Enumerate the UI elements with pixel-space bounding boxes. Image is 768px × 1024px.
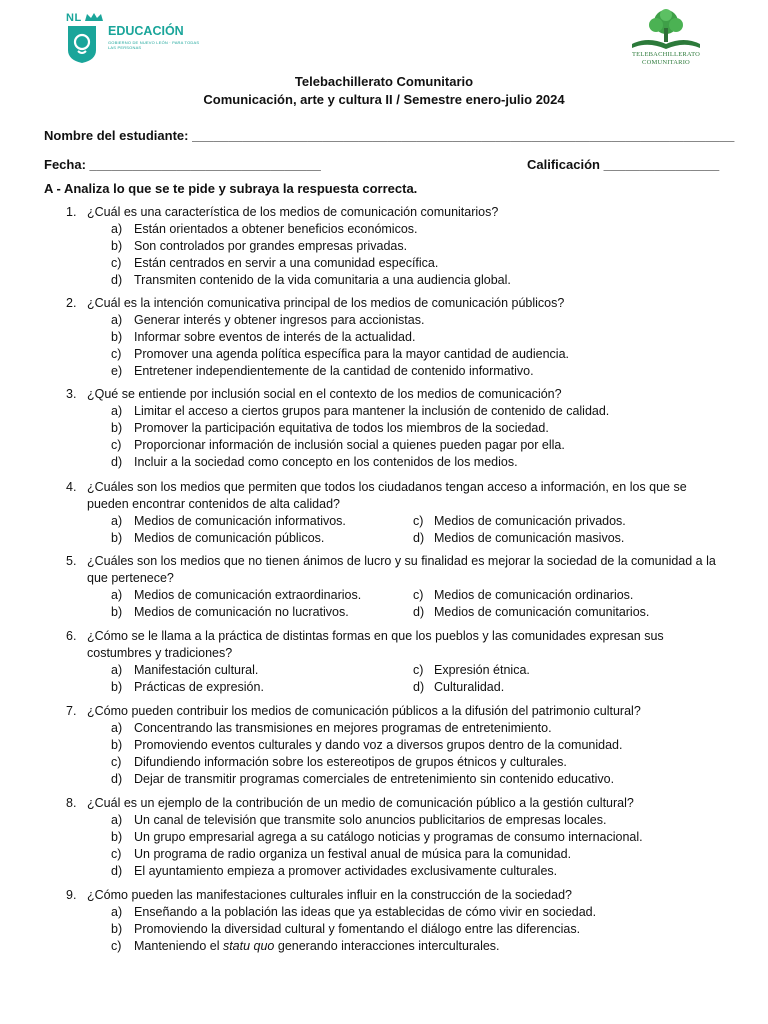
question-number: 7. xyxy=(66,704,77,718)
school-name: Telebachillerato Comunitario xyxy=(294,74,474,89)
education-subtitle: GOBIERNO DE NUEVO LEÓN · PARA TODAS LAS PERSONAS xyxy=(108,40,200,50)
question-2 xyxy=(66,295,726,380)
option-b[interactable]: b) Promoviendo la diversidad cultural y fomentando el diálogo entre las diferencias. xyxy=(111,922,581,936)
option-a[interactable]: a) Medios de comunicación informativos. xyxy=(111,514,346,528)
question-1 xyxy=(66,204,726,289)
option-c[interactable]: c) Proporcionar información de inclusión social a quienes pueden pagar por ella. xyxy=(111,438,565,452)
student-name-field[interactable]: Nombre del estudiante: ___________________________________________________________________________ xyxy=(44,128,735,143)
option-a[interactable]: a) Están orientados a obtener beneficios económicos. xyxy=(111,222,418,236)
italic-term: statu quo xyxy=(222,939,275,953)
option-c[interactable]: c) Están centrados en servir a una comunidad específica. xyxy=(111,256,439,270)
option-a[interactable]: a) Manifestación cultural. xyxy=(111,663,259,677)
option-c[interactable]: c) Difundiendo información sobre los estereotipos de grupos étnicos y culturales. xyxy=(111,755,567,769)
option-d[interactable]: d) Dejar de transmitir programas comerciales de entretenimiento sin contenido educativo. xyxy=(111,772,615,786)
question-5 xyxy=(66,553,726,621)
question-number: 3. xyxy=(66,387,77,401)
question-text: ¿Cuál es un ejemplo de la contribución de un medio de comunicación público a la gestión cultural? xyxy=(87,796,634,810)
option-c[interactable]: c) Promover una agenda política específica para la mayor cantidad de audiencia. xyxy=(111,347,569,361)
option-b[interactable]: b) Promoviendo eventos culturales y dando voz a diversos grupos dentro de la comunidad. xyxy=(111,738,623,752)
question-text: ¿Cómo pueden contribuir los medios de comunicación públicos a la difusión del patrimonio cultural? xyxy=(87,704,641,718)
question-number: 2. xyxy=(66,296,77,310)
option-a[interactable]: a) Limitar el acceso a ciertos grupos para mantener la inclusión de contenido de calidad. xyxy=(111,404,610,418)
option-a[interactable]: a) Un canal de televisión que transmite solo anuncios publicitarios de empresas locales. xyxy=(111,813,607,827)
education-title: EDUCACIÓN xyxy=(108,24,184,38)
question-8 xyxy=(66,795,726,880)
option-a[interactable]: a) Generar interés y obtener ingresos para accionistas. xyxy=(111,313,425,327)
question-text: ¿Cuál es la intención comunicativa principal de los medios de comunicación públicos? xyxy=(87,296,565,310)
question-4 xyxy=(66,479,726,547)
question-3 xyxy=(66,386,726,471)
question-text: ¿Cuáles son los medios que no tienen ánimos de lucro y su finalidad es mejorar la sociedad de la comunidad a la que pertenece? xyxy=(87,554,716,585)
question-text: ¿Qué se entiende por inclusión social en el contexto de los medios de comunicación? xyxy=(87,387,562,401)
course-title: Comunicación, arte y cultura II / Semestre enero-julio 2024 xyxy=(203,92,565,107)
grade-field[interactable]: Calificación ________________ xyxy=(527,157,720,172)
question-7 xyxy=(66,703,726,788)
option-b[interactable]: b) Medios de comunicación públicos. xyxy=(111,531,325,545)
question-number: 6. xyxy=(66,629,77,643)
question-6 xyxy=(66,628,726,696)
option-a[interactable]: a) Enseñando a la población las ideas que ya establecidas de cómo vivir en sociedad. xyxy=(111,905,597,919)
shield-icon xyxy=(66,24,98,64)
option-d[interactable]: d) El ayuntamiento empieza a promover actividades exclusivamente culturales. xyxy=(111,864,558,878)
option-e[interactable]: e) Entretener independientemente de la cantidad de contenido informativo. xyxy=(111,364,534,378)
option-c[interactable]: c) Manteniendo el statu quo generando interacciones interculturales. xyxy=(111,939,500,953)
question-number: 1. xyxy=(66,205,77,219)
education-logo xyxy=(66,12,216,62)
option-a[interactable]: a) Medios de comunicación extraordinarios. xyxy=(111,588,362,602)
option-a[interactable]: a) Concentrando las transmisiones en mejores programas de entretenimiento. xyxy=(111,721,552,735)
question-text: ¿Cómo se le llama a la práctica de distintas formas en que los pueblos y las comunidades expresan sus costumbres y tradiciones? xyxy=(87,629,664,660)
question-number: 4. xyxy=(66,480,77,494)
question-text: ¿Cómo pueden las manifestaciones culturales influir en la construcción de la sociedad? xyxy=(87,888,572,902)
document-header xyxy=(0,73,768,109)
date-field[interactable]: Fecha: ________________________________ xyxy=(44,157,321,172)
option-c[interactable]: c) Medios de comunicación privados. xyxy=(413,514,626,528)
telebachillerato-logo xyxy=(628,8,704,68)
crown-icon xyxy=(84,12,104,22)
option-d[interactable]: d) Transmiten contenido de la vida comunitaria a una audiencia global. xyxy=(111,273,511,287)
question-text: ¿Cuál es una característica de los medios de comunicación comunitarios? xyxy=(87,205,499,219)
option-d[interactable]: d) Incluir a la sociedad como concepto en los contenidos de los medios. xyxy=(111,455,518,469)
tree-book-icon xyxy=(628,8,704,52)
option-b[interactable]: b) Son controlados por grandes empresas privadas. xyxy=(111,239,408,253)
nl-mark: NL xyxy=(66,12,82,24)
question-9 xyxy=(66,887,726,955)
question-number: 5. xyxy=(66,554,77,568)
question-text: ¿Cuáles son los medios que permiten que todos los ciudadanos tengan acceso a información, en los que se pueden encontrar contenidos de alta calidad? xyxy=(87,480,687,511)
question-number: 8. xyxy=(66,796,77,810)
section-a-instructions: A - Analiza lo que se te pide y subraya la respuesta correcta. xyxy=(44,181,418,196)
option-b[interactable]: b) Un grupo empresarial agrega a su catálogo noticias y programas de consumo internacional. xyxy=(111,830,643,844)
option-b[interactable]: b) Prácticas de expresión. xyxy=(111,680,264,694)
option-c[interactable]: c) Medios de comunicación ordinarios. xyxy=(413,588,634,602)
option-d[interactable]: d) Medios de comunicación comunitarios. xyxy=(413,605,650,619)
option-b[interactable]: b) Medios de comunicación no lucrativos. xyxy=(111,605,349,619)
telebachillerato-line2: COMUNITARIO xyxy=(642,59,690,66)
option-b[interactable]: b) Promover la participación equitativa de todos los miembros de la sociedad. xyxy=(111,421,549,435)
option-d[interactable]: d) Medios de comunicación masivos. xyxy=(413,531,625,545)
telebachillerato-line1: TELEBACHILLERATO xyxy=(631,51,701,58)
option-d[interactable]: d) Culturalidad. xyxy=(413,680,505,694)
option-b[interactable]: b) Informar sobre eventos de interés de la actualidad. xyxy=(111,330,416,344)
question-number: 9. xyxy=(66,888,77,902)
option-c[interactable]: c) Un programa de radio organiza un festival anual de música para la comunidad. xyxy=(111,847,572,861)
option-c[interactable]: c) Expresión étnica. xyxy=(413,663,530,677)
